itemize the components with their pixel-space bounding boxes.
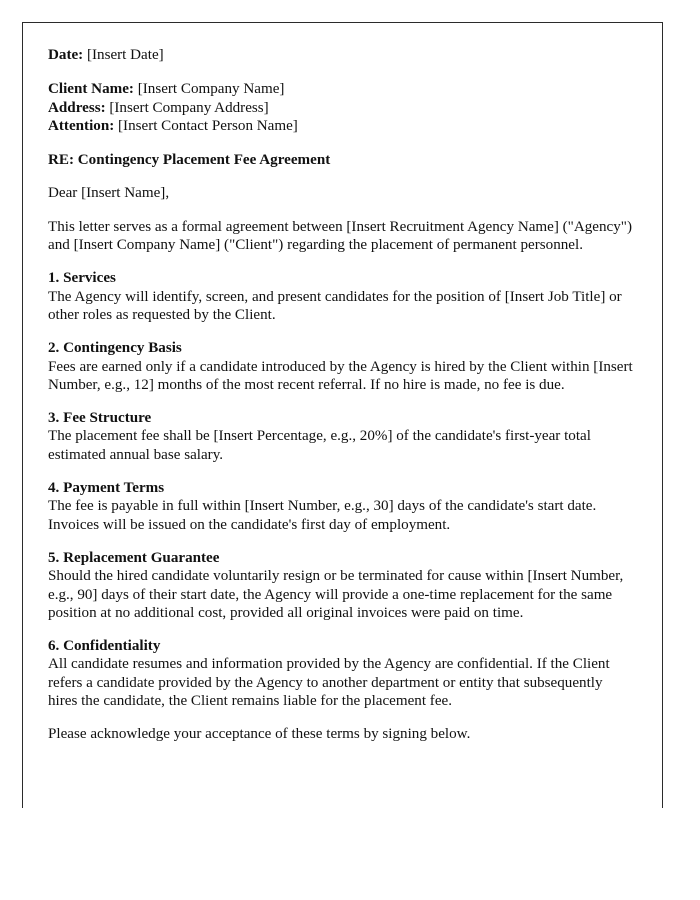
- spacer-after-section-6: [48, 710, 633, 725]
- section-contingency-basis: [48, 339, 633, 394]
- spacer-after-section-4: [48, 534, 633, 549]
- section-body: Fees are earned only if a candidate introduced by the Agency is hired by the Client within [Insert Number, e.g., 12] months of the most recent referral. If no hire is made, no fee is due.: [48, 358, 633, 393]
- spacer-after-section-5: [48, 622, 633, 637]
- recipient-block: [48, 80, 633, 135]
- client-name-value: [Insert Company Name]: [137, 81, 285, 98]
- date-line: [48, 46, 633, 64]
- section-heading: 5. Replacement Guarantee: [48, 549, 220, 566]
- client-name-line: [48, 80, 633, 98]
- section-body: The fee is payable in full within [Insert Number, e.g., 30] days of the candidate's start date. Invoices will be issued on the candidate's first day of employment.: [48, 498, 597, 533]
- spacer-after-section-1: [48, 324, 633, 339]
- section-body: Should the hired candidate voluntarily resign or be terminated for cause within [Insert Number, e.g., 90] days of their start date, the Agency will provide a one-time replacement for the same position at no additional cost, provided all original invoices were paid on time.: [48, 568, 624, 621]
- section-heading: 4. Payment Terms: [48, 480, 165, 497]
- spacer-after-salutation: [48, 203, 633, 218]
- salutation: Dear [Insert Name],: [48, 185, 170, 202]
- section-services: [48, 269, 633, 324]
- spacer-after-intro: [48, 254, 633, 269]
- closing-line: Please acknowledge your acceptance of these terms by signing below.: [48, 726, 471, 743]
- section-heading: 3. Fee Structure: [48, 410, 152, 427]
- section-confidentiality: [48, 637, 633, 710]
- section-body: The Agency will identify, screen, and present candidates for the position of [Insert Job Title] or other roles as requested by the Client.: [48, 288, 622, 323]
- section-payment-terms: [48, 479, 633, 534]
- section-heading: 1. Services: [48, 270, 116, 287]
- section-heading: 2. Contingency Basis: [48, 340, 182, 357]
- date-label: Date:: [48, 47, 84, 63]
- spacer-after-subject: [48, 169, 633, 184]
- date-value: [Insert Date]: [86, 47, 164, 63]
- attention-line: [48, 117, 633, 135]
- section-body: The placement fee shall be [Insert Percentage, e.g., 20%] of the candidate's first-year total estimated annual base salary.: [48, 428, 591, 463]
- section-fee-structure: [48, 409, 633, 464]
- attention-value: [Insert Contact Person Name]: [118, 117, 298, 134]
- address-line: [48, 99, 633, 117]
- section-replacement-guarantee: [48, 549, 633, 622]
- section-heading: 6. Confidentiality: [48, 638, 161, 655]
- spacer-after-date: [48, 64, 633, 80]
- section-body: All candidate resumes and information provided by the Agency are confidential. If the Client refers a candidate provided by the Agency to another department or entity that subsequently hires the candidate, the Client remains liable for the placement fee.: [48, 656, 610, 710]
- attention-label: Attention:: [48, 117, 115, 134]
- spacer-after-recipient: [48, 135, 633, 151]
- spacer-after-section-2: [48, 394, 633, 409]
- subject-line: RE: Contingency Placement Fee Agreement: [48, 152, 331, 169]
- address-value: [Insert Company Address]: [109, 99, 269, 116]
- document-page-frame: [22, 22, 663, 808]
- intro-paragraph: This letter serves as a formal agreement between [Insert Recruitment Agency Name] ("Agency") and [Insert Company Name] ("Client") regarding the placement of permanent personnel.: [48, 218, 632, 254]
- client-name-label: Client Name:: [48, 81, 134, 98]
- document-body: [48, 46, 633, 744]
- address-label: Address:: [48, 99, 106, 116]
- spacer-after-section-3: [48, 464, 633, 479]
